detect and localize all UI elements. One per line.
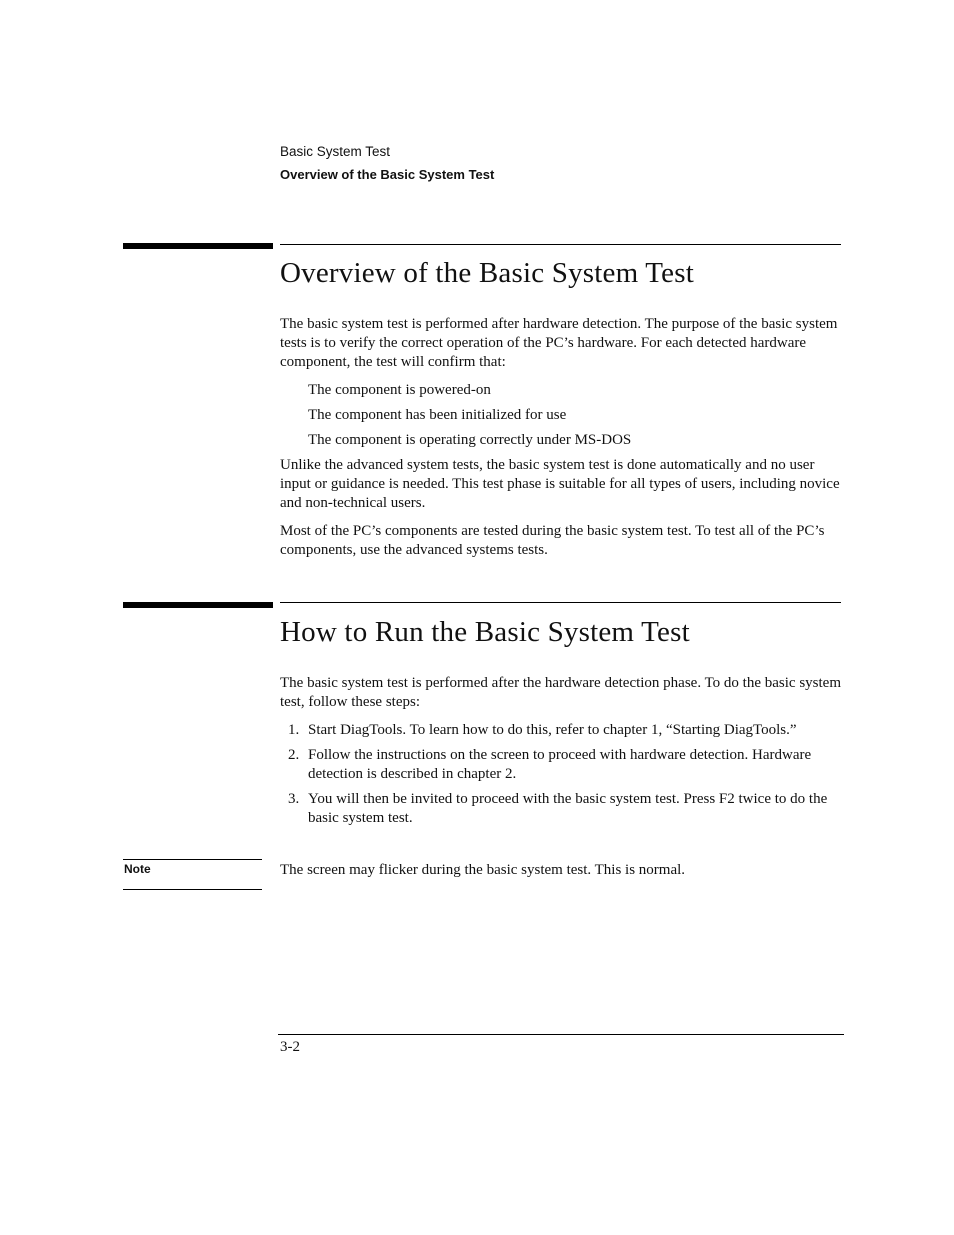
page-number: 3-2 xyxy=(280,1039,300,1055)
section-bar xyxy=(123,602,273,608)
paragraph: The basic system test is performed after hardware detection. The purpose of the basic system tests is to verify the correct operation of the PC’s hardware. For each detected hardware component, the test will confirm that: xyxy=(280,316,838,370)
section-body-overview xyxy=(280,315,842,569)
step-item xyxy=(280,790,842,828)
step-text: You will then be invited to proceed with the basic system test. Press F2 twice to do the basic system test. xyxy=(308,791,828,826)
running-head-chapter: Basic System Test xyxy=(280,144,391,159)
list-item: The component is powered-on xyxy=(308,382,491,398)
paragraph: Unlike the advanced system tests, the basic system test is done automatically and no user input or guidance is needed. This test phase is suitable for all types of users, including novice and non-technical users. xyxy=(280,457,840,511)
step-item xyxy=(280,746,842,784)
running-head xyxy=(280,140,494,186)
step-item xyxy=(280,721,842,740)
paragraph: The basic system test is performed after the hardware detection phase. To do the basic system test, follow these steps: xyxy=(280,675,841,710)
running-head-section: Overview of the Basic System Test xyxy=(280,167,495,182)
section-body-how-to-run xyxy=(280,674,842,834)
step-number: 2. xyxy=(288,747,300,763)
section-title-how-to-run: How to Run the Basic System Test xyxy=(280,616,690,648)
bullet-list xyxy=(280,381,842,450)
list-item: The component is operating correctly under MS-DOS xyxy=(308,432,632,448)
note-rule-top xyxy=(123,859,262,860)
section-rule xyxy=(280,602,841,603)
step-number: 1. xyxy=(288,722,300,738)
step-text: Follow the instructions on the screen to proceed with hardware detection. Hardware detection is described in chapter 2. xyxy=(308,747,812,782)
step-list xyxy=(280,721,842,828)
step-number: 3. xyxy=(288,791,300,807)
paragraph: Most of the PC’s components are tested during the basic system test. To test all of the PC’s components, use the advanced systems tests. xyxy=(280,523,825,558)
step-text: Start DiagTools. To learn how to do this, refer to chapter 1, “Starting DiagTools.” xyxy=(308,722,797,738)
note-rule-bottom xyxy=(123,889,262,890)
note-text: The screen may flicker during the basic system test. This is normal. xyxy=(280,862,686,878)
section-title-overview: Overview of the Basic System Test xyxy=(280,257,694,289)
list-item: The component has been initialized for use xyxy=(308,407,567,423)
note-label: Note xyxy=(124,862,151,876)
section-bar xyxy=(123,243,273,249)
section-rule xyxy=(280,244,841,245)
footer-rule xyxy=(278,1034,844,1035)
